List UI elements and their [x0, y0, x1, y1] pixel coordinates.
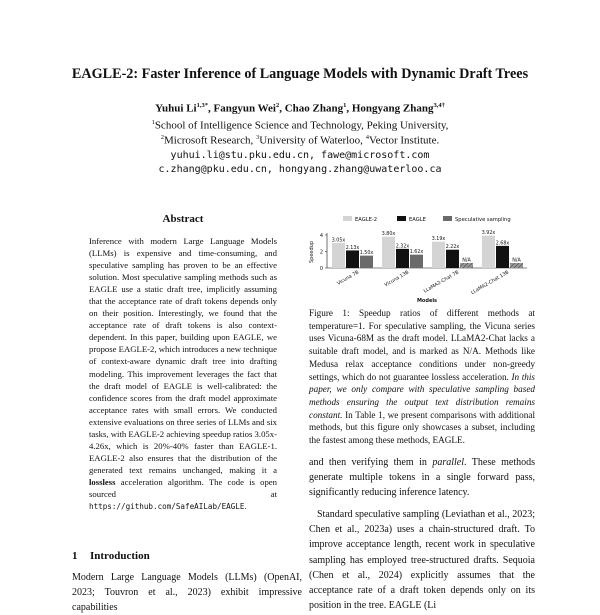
- abstract-heading: Abstract: [162, 213, 204, 225]
- code-link[interactable]: https://github.com/SafeAILab/EAGLE: [89, 502, 245, 512]
- bar-2-2: [460, 263, 473, 268]
- bar-3-2: [510, 263, 523, 268]
- section-number: 1: [72, 550, 78, 562]
- legend-label-1: EAGLE: [409, 217, 426, 223]
- author-list: Yuhui $Li^{1,3*}$, Fangyun Wei$^2$, Chao Zhang$^1$, Hongyang Zhang$^{3,4\dagger}$: [155, 102, 445, 115]
- bar-label-3-2: N/A: [512, 258, 521, 264]
- author-name: Yuhui Li: [155, 102, 197, 115]
- bar-3-0: [482, 236, 495, 268]
- bar-label-2-1: 2.22x: [445, 245, 460, 251]
- x-tick-label-1: Vicuna 13B: [384, 270, 410, 289]
- x-tick-label-0: Vicuna 7B: [336, 270, 360, 287]
- bar-1-0: [382, 237, 395, 268]
- affiliation: School of Intelligence Science and Technology, Peking University,: [154, 119, 449, 132]
- bar-label-1-1: 2.32x: [395, 244, 410, 250]
- bar-3-1: [496, 246, 509, 268]
- speedup-chart: [305, 205, 533, 305]
- intro-paragraph: Modern Large Language Models (LLMs) (OpenAI, 2023; Touvron et al., 2023) exhibit impressive capabilities: [72, 572, 302, 613]
- bar-label-2-0: 3.19x: [431, 237, 446, 243]
- author-sup: 3,4†: [433, 102, 445, 109]
- x-axis-label: Models: [416, 298, 438, 304]
- y-tick-label-1: 2: [319, 249, 323, 256]
- affiliation-line: [40, 119, 560, 132]
- legend-swatch-0: [343, 216, 352, 221]
- affiliation-line: [40, 134, 560, 147]
- bar-1-1: [396, 249, 409, 268]
- bar-0-2: [360, 256, 373, 268]
- abstract-body: [89, 235, 277, 513]
- right-column-text: [309, 455, 535, 613]
- author-sup: 1,3*: [196, 102, 208, 109]
- abstract-text-after: acceleration algorithm. The code is open sourced at: [89, 476, 277, 499]
- section-title: Introduction: [90, 550, 150, 562]
- bar-label-0-2: 1.50x: [359, 251, 374, 257]
- x-tick-label-3: LLaMA2-Chat 13B: [470, 270, 510, 297]
- author-sup: 1: [343, 102, 347, 109]
- abstract-end: .: [244, 501, 247, 512]
- bar-label-2-2: N/A: [462, 258, 471, 264]
- paragraph: Standard speculative sampling (Leviathan et al., 2023; Chen et al., 2023a) uses a chain-structured draft. To improve acceptance length, recent work in speculative sampling has employed tree-structured drafts. Sequoia (Chen et al., 2024) explicitly assumes that the acceptance rate of a draft token depends only on its position in the tree. EAGLE (Li: [309, 509, 535, 611]
- bar-2-1: [446, 250, 459, 268]
- y-axis-label: Speedup: [309, 240, 315, 264]
- paper-title: EAGLE-2: Faster Inference of Language Models with Dynamic Draft Trees: [71, 66, 529, 82]
- abstract-bold-word: lossless: [89, 476, 116, 487]
- bar-label-0-1: 2.13x: [345, 245, 360, 251]
- author-sup: 2: [275, 102, 280, 109]
- bar-label-1-2: 1.62x: [409, 250, 424, 256]
- affil-sup: 2: [160, 134, 165, 141]
- caption-italic: In this paper, we only compare with speculative sampling based methods ensuring the output text distribution remains constant.: [309, 371, 536, 420]
- bar-label-3-0: 3.92x: [481, 231, 496, 237]
- email-line: yuhui.li@stu.pku.edu.cn, fawe@microsoft.com: [170, 150, 430, 161]
- affiliation: University of Waterloo,: [259, 134, 363, 147]
- bar-label-1-0: 3.80x: [381, 232, 396, 238]
- paragraph: [309, 455, 535, 500]
- bar-0-1: [346, 250, 359, 268]
- text-run: and then verifying them in: [309, 457, 427, 468]
- y-tick-label-0: 0: [319, 266, 323, 272]
- caption-text: Figure 1: Speedup ratios of different methods at temperature=1. For speculative sampling, the Vicuna series uses Vicuna-68M as the draft model. LLaMA2-Chat lacks a suitable draft model, and is marked as N/A. Methods like Medusa relax acceptance conditions under non-greedy settings, which do not guarantee lossless acceleration.: [309, 308, 535, 382]
- section-heading: [72, 550, 150, 562]
- legend-swatch-2: [443, 216, 452, 221]
- bar-label-0-0: 3.05x: [331, 238, 346, 244]
- x-tick-label-2: LLaMA2-Chat 7B: [423, 270, 460, 295]
- legend-label-2: Speculative sampling: [455, 217, 511, 223]
- affiliation: Microsoft Research,: [164, 134, 254, 147]
- legend-swatch-1: [397, 216, 406, 221]
- caption-text: In Table 1, we present comparisons with additional methods, but this figure only showcases a subset, including the fastest among these methods, EAGLE.: [309, 409, 535, 446]
- y-tick-label-2: 4: [319, 233, 323, 239]
- text-run: . These methods generate multiple tokens in a single forward pass, significantly reducing inference latency.: [309, 457, 535, 499]
- affiliation: Vector Institute.: [368, 134, 440, 147]
- affil-sup: 1: [151, 119, 155, 126]
- bar-label-3-1: 2.68x: [495, 241, 510, 247]
- bar-1-2: [410, 255, 423, 268]
- figure-caption: [309, 307, 535, 447]
- author-name: Hongyang Zhang: [351, 102, 434, 115]
- abstract-text: Inference with modern Large Language Models (LLMs) is expensive and time-consuming, and speculative sampling has proven to be an effective solution. Most speculative sampling methods such as EAGLE use a static draft tree, implicitly assuming that the acceptance rate of draft tokens depends only on their position. Interestingly, we found that the acceptance rate of draft tokens is also context-dependent. In this paper, building upon EAGLE, we propose EAGLE-2, which introduces a new technique of context-aware dynamic draft tree into drafting modeling. This improvement leverages the fact that the draft model of EAGLE is well-calibrated: the confidence scores from the draft model approximate acceptance rates with small errors. We conducted extensive evaluations on three series of LLMs and six tasks, with EAGLE-2 achieving speedup ratios 3.05x-4.26x, which is 20%-40% faster than EAGLE-1. EAGLE-2 also ensures that the distribution of the generated text remains unchanged, making it a: [89, 236, 277, 475]
- email-line: c.zhang@pku.edu.cn, hongyang.zhang@uwaterloo.ca: [158, 164, 442, 175]
- author-name: Fangyun Wei: [213, 102, 276, 115]
- author-name: Chao Zhang: [284, 102, 344, 115]
- affil-sup: 4: [365, 134, 369, 141]
- affil-sup: 3: [255, 134, 260, 141]
- bar-2-0: [432, 242, 445, 268]
- legend-label-0: EAGLE-2: [355, 217, 378, 223]
- text-italic: parallel: [432, 457, 465, 468]
- bar-0-0: [332, 243, 345, 268]
